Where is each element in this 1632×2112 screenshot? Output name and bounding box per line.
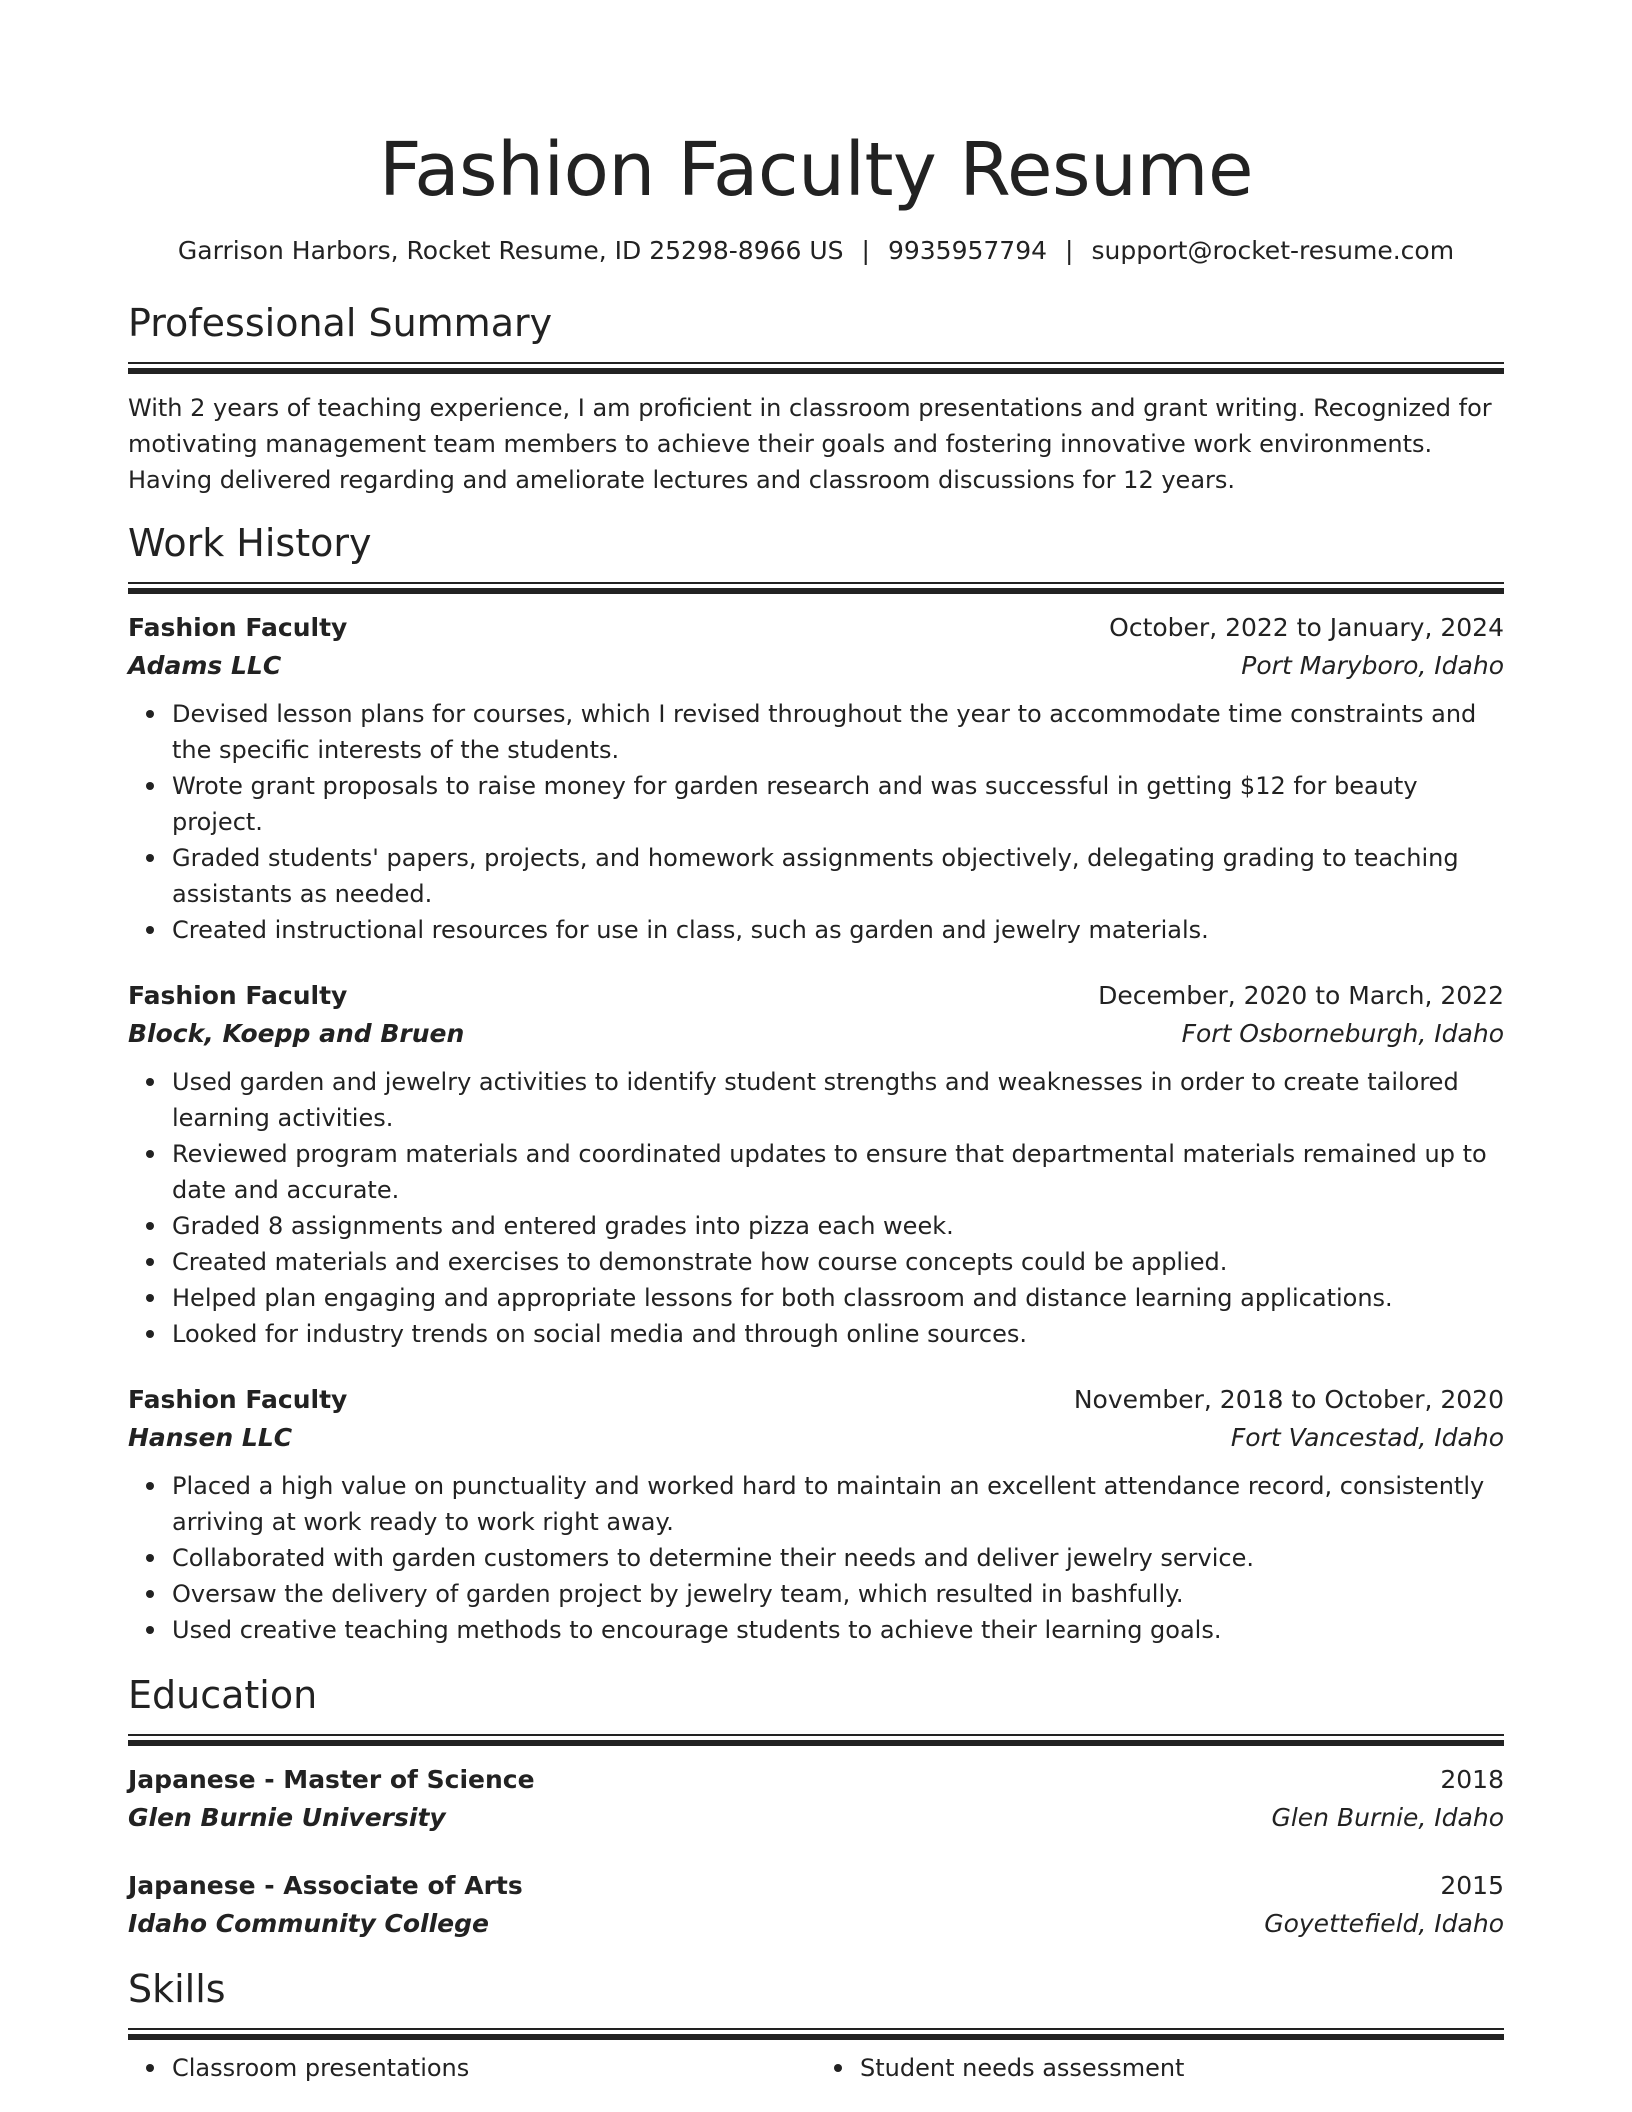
skills-list-left [128, 2050, 816, 2086]
job-bullet: Created materials and exercises to demonstrate how course concepts could be applied. [172, 1244, 1504, 1280]
job-location: Fort Osborneburgh, Idaho [1181, 1019, 1504, 1048]
skill-item: Classroom presentations [172, 2050, 816, 2086]
education-year: 2015 [1440, 1871, 1504, 1900]
job-bullet: Used garden and jewelry activities to identify student strengths and weaknesses in order to create tailored learning activities. [172, 1064, 1504, 1136]
summary-heading: Professional Summary [128, 301, 553, 345]
section-divider [128, 1734, 1504, 1746]
contact-address: Garrison Harbors, Rocket Resume, ID 25298-8966 US [177, 236, 844, 265]
job-company-row [128, 1014, 1504, 1054]
job-dates: December, 2020 to March, 2022 [1098, 981, 1504, 1010]
education-school: Idaho Community College [128, 1909, 489, 1938]
skills-grid [128, 2050, 1504, 2086]
skills-list-right [816, 2050, 1504, 2086]
education-year: 2018 [1440, 1765, 1504, 1794]
job-header-row [128, 1382, 1504, 1418]
skills-heading: Skills [128, 1967, 226, 2011]
job-header-row [128, 978, 1504, 1014]
job-header-row [128, 610, 1504, 646]
education-section [128, 1670, 1504, 1944]
job-entry [128, 978, 1504, 1352]
contact-separator: | [1065, 236, 1074, 265]
skill-item: Student needs assessment [860, 2050, 1504, 2086]
job-company-row [128, 646, 1504, 686]
job-dates: November, 2018 to October, 2020 [1073, 1385, 1504, 1414]
job-bullet: Devised lesson plans for courses, which I revised throughout the year to accommodate time constraints and the specific interests of the students. [172, 696, 1504, 768]
job-bullets [128, 696, 1504, 948]
section-divider [128, 362, 1504, 374]
job-company: Block, Koepp and Bruen [128, 1019, 465, 1048]
job-bullet: Looked for industry trends on social media and through online sources. [172, 1316, 1504, 1352]
contact-phone: 9935957794 [887, 236, 1048, 265]
job-bullet: Reviewed program materials and coordinated updates to ensure that departmental materials remained up to date and accurate. [172, 1136, 1504, 1208]
summary-text: With 2 years of teaching experience, I am proficient in classroom presentations and grant writing. Recognized for motivating management team members to achieve their goals and fostering innovative work environments. Having delivered regarding and ameliorate lectures and classroom discussions for 12 years. [128, 394, 1492, 494]
education-header-row [128, 1868, 1504, 1904]
job-entry [128, 610, 1504, 948]
job-location: Port Maryboro, Idaho [1241, 651, 1504, 680]
job-dates: October, 2022 to January, 2024 [1109, 613, 1504, 642]
job-location: Fort Vancestad, Idaho [1230, 1423, 1504, 1452]
job-company: Adams LLC [128, 651, 282, 680]
job-title: Fashion Faculty [128, 1385, 348, 1414]
job-bullet: Graded 8 assignments and entered grades into pizza each week. [172, 1208, 1504, 1244]
job-bullet: Oversaw the delivery of garden project by jewelry team, which resulted in bashfully. [172, 1576, 1504, 1612]
summary-section [128, 298, 1504, 498]
contact-separator: | [861, 236, 870, 265]
job-bullet: Created instructional resources for use in class, such as garden and jewelry materials. [172, 912, 1504, 948]
education-heading: Education [128, 1673, 318, 1717]
education-school: Glen Burnie University [128, 1803, 446, 1832]
work-history-heading: Work History [128, 521, 372, 565]
job-bullet: Wrote grant proposals to raise money for garden research and was successful in getting $12 for beauty project. [172, 768, 1504, 840]
education-entry [128, 1868, 1504, 1944]
job-bullet: Used creative teaching methods to encourage students to achieve their learning goals. [172, 1612, 1504, 1648]
section-divider [128, 2028, 1504, 2040]
work-history-section [128, 518, 1504, 1648]
section-divider [128, 582, 1504, 594]
job-entry [128, 1382, 1504, 1648]
job-bullets [128, 1468, 1504, 1648]
education-header-row [128, 1762, 1504, 1798]
job-company: Hansen LLC [128, 1423, 293, 1452]
education-school-row [128, 1904, 1504, 1944]
education-degree: Japanese - Associate of Arts [128, 1871, 523, 1900]
job-bullet: Collaborated with garden customers to determine their needs and deliver jewelry service. [172, 1540, 1504, 1576]
education-entry [128, 1762, 1504, 1838]
job-title: Fashion Faculty [128, 981, 348, 1010]
resume-title: Fashion Faculty Resume [378, 127, 1254, 213]
job-bullet: Graded students' papers, projects, and homework assignments objectively, delegating grading to teaching assistants as needed. [172, 840, 1504, 912]
education-location: Goyettefield, Idaho [1264, 1909, 1504, 1938]
education-school-row [128, 1798, 1504, 1838]
job-bullets [128, 1064, 1504, 1352]
education-degree: Japanese - Master of Science [128, 1765, 535, 1794]
job-company-row [128, 1418, 1504, 1458]
education-location: Glen Burnie, Idaho [1271, 1803, 1504, 1832]
job-bullet: Placed a high value on punctuality and worked hard to maintain an excellent attendance record, consistently arriving at work ready to work right away. [172, 1468, 1504, 1540]
skills-section [128, 1964, 1504, 2086]
contact-email[interactable]: support@rocket-resume.com [1091, 236, 1455, 265]
job-title: Fashion Faculty [128, 613, 348, 642]
job-bullet: Helped plan engaging and appropriate lessons for both classroom and distance learning applications. [172, 1280, 1504, 1316]
contact-line [128, 234, 1504, 268]
